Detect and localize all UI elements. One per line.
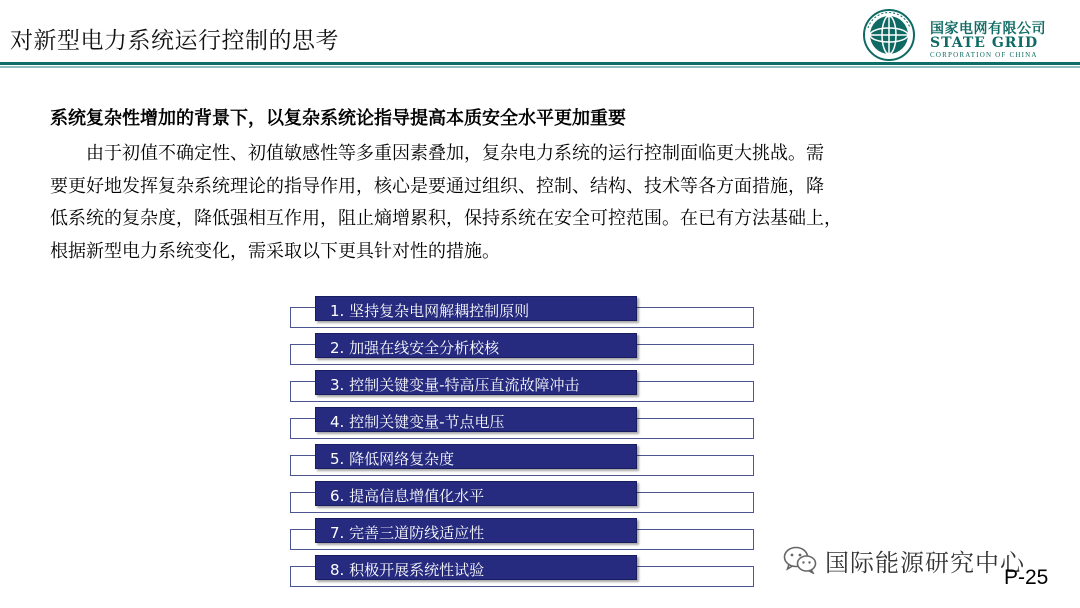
logo-subtitle: CORPORATION OF CHINA bbox=[930, 51, 1038, 59]
measure-item bbox=[290, 333, 756, 363]
wechat-watermark bbox=[783, 542, 1025, 578]
measure-label: 4. 控制关键变量-节点电压 bbox=[330, 413, 505, 431]
measure-item bbox=[290, 481, 756, 511]
state-grid-emblem-icon bbox=[862, 8, 916, 62]
header-divider bbox=[0, 62, 1080, 65]
paragraph-line: 要更好地发挥复杂系统理论的指导作用，核心是要通过组织、控制、结构、技术等各方面措施，降 bbox=[50, 175, 824, 197]
measure-bar bbox=[315, 333, 637, 358]
measures-list bbox=[290, 296, 756, 588]
measure-label: 2. 加强在线安全分析校核 bbox=[330, 339, 500, 357]
measure-bar bbox=[315, 555, 637, 580]
measure-label: 6. 提高信息增值化水平 bbox=[330, 487, 485, 505]
measure-item bbox=[290, 444, 756, 474]
measure-item bbox=[290, 407, 756, 437]
page-number: P-25 bbox=[1004, 566, 1049, 589]
paragraph-line: 低系统的复杂度，降低强相互作用，阻止熵增累积，保持系统在安全可控范围。在已有方法基础上， bbox=[50, 208, 842, 229]
wechat-icon bbox=[783, 546, 817, 574]
measure-label: 1. 坚持复杂电网解耦控制原则 bbox=[330, 302, 530, 320]
body-paragraph bbox=[50, 138, 1040, 268]
measure-bar bbox=[315, 481, 637, 506]
measure-label: 5. 降低网络复杂度 bbox=[330, 450, 455, 468]
measure-label: 8. 积极开展系统性试验 bbox=[330, 561, 485, 579]
measure-item bbox=[290, 555, 756, 585]
measure-item bbox=[290, 370, 756, 400]
measure-bar bbox=[315, 296, 637, 321]
measure-bar bbox=[315, 407, 637, 432]
slide-header bbox=[0, 0, 1080, 72]
logo-name-cn: 国家电网有限公司 bbox=[930, 21, 1046, 37]
header-divider-secondary bbox=[0, 66, 1080, 68]
measure-label: 3. 控制关键变量-特高压直流故障冲击 bbox=[330, 376, 580, 394]
paragraph-line: 根据新型电力系统变化，需采取以下更具针对性的措施。 bbox=[50, 240, 500, 262]
state-grid-logo bbox=[852, 8, 1074, 62]
measure-bar bbox=[315, 444, 637, 469]
measure-bar bbox=[315, 370, 637, 395]
measure-item bbox=[290, 296, 756, 326]
section-heading: 系统复杂性增加的背景下，以复杂系统论指导提高本质安全水平更加重要 bbox=[50, 108, 626, 129]
measure-bar bbox=[315, 518, 637, 543]
paragraph-line: 由于初值不确定性、初值敏感性等多重因素叠加，复杂电力系统的运行控制面临更大挑战。需 bbox=[50, 143, 824, 164]
slide-title: 对新型电力系统运行控制的思考 bbox=[10, 28, 339, 54]
watermark-text: 国际能源研究中心 bbox=[825, 548, 1025, 577]
measure-label: 7. 完善三道防线适应性 bbox=[330, 524, 485, 542]
logo-name-en: STATE GRID bbox=[930, 35, 1039, 51]
measure-item bbox=[290, 518, 756, 548]
